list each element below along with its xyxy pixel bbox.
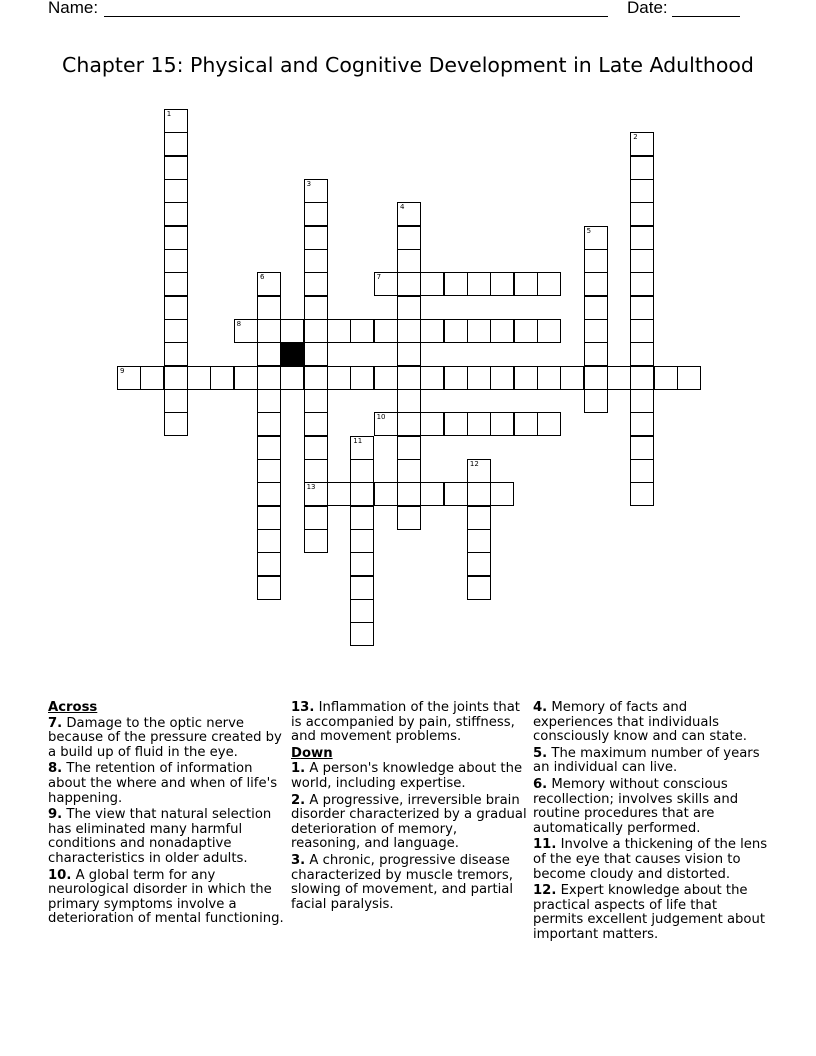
grid-cell[interactable] <box>584 389 608 413</box>
grid-cell[interactable] <box>304 482 328 506</box>
grid-cell[interactable] <box>490 482 514 506</box>
grid-cell[interactable] <box>350 459 374 483</box>
grid-cell[interactable] <box>584 296 608 320</box>
grid-cell[interactable] <box>584 226 608 250</box>
grid-cell[interactable] <box>490 412 514 436</box>
grid-cell[interactable] <box>304 202 328 226</box>
grid-cell[interactable] <box>677 366 701 390</box>
grid-cell[interactable] <box>467 552 491 576</box>
grid-cell[interactable] <box>304 342 328 366</box>
grid-cell[interactable] <box>537 366 561 390</box>
grid-cell[interactable] <box>560 366 584 390</box>
clue-number: 12 <box>469 459 479 468</box>
grid-cell[interactable] <box>350 599 374 623</box>
grid-cell[interactable] <box>514 412 538 436</box>
grid-cell[interactable] <box>164 389 188 413</box>
grid-cell[interactable] <box>234 366 258 390</box>
grid-cell[interactable] <box>630 272 654 296</box>
grid-cell[interactable] <box>304 366 328 390</box>
grid-cell[interactable] <box>350 506 374 530</box>
grid-cell[interactable] <box>374 366 398 390</box>
grid-cell[interactable] <box>490 272 514 296</box>
grid-cell[interactable] <box>257 552 281 576</box>
grid-cell[interactable] <box>537 272 561 296</box>
grid-cell[interactable] <box>304 179 328 203</box>
grid-cell[interactable] <box>630 482 654 506</box>
grid-cell[interactable] <box>630 156 654 180</box>
clue-number: 10 <box>376 413 386 422</box>
grid-cell[interactable] <box>350 482 374 506</box>
grid-cell[interactable] <box>350 576 374 600</box>
grid-cell[interactable] <box>420 366 444 390</box>
grid-cell[interactable] <box>467 272 491 296</box>
grid-cell[interactable] <box>164 319 188 343</box>
grid-cell[interactable] <box>304 436 328 460</box>
grid-cell[interactable] <box>490 319 514 343</box>
grid-cell[interactable] <box>257 576 281 600</box>
grid-cell[interactable] <box>164 132 188 156</box>
grid-cell[interactable] <box>630 249 654 273</box>
grid-cell[interactable] <box>257 412 281 436</box>
grid-cell[interactable] <box>164 272 188 296</box>
clue-number: 11 <box>353 436 363 445</box>
grid-cell[interactable] <box>374 272 398 296</box>
clue-number: 4 <box>400 203 405 212</box>
clue-number: 3 <box>306 180 312 188</box>
grid-cell[interactable] <box>397 436 421 460</box>
grid-cell[interactable] <box>397 412 421 436</box>
grid-cell[interactable] <box>467 576 491 600</box>
grid-cell[interactable] <box>397 366 421 390</box>
clue-number: 1 <box>166 110 172 118</box>
grid-cell[interactable] <box>257 366 281 390</box>
clue-down-1: 1. A person's knowledge about the world, including expertise. <box>291 761 523 791</box>
grid-cell[interactable] <box>350 436 374 460</box>
clue-down-11: 11. Involve a thickening of the lens of the eye that causes vision to become cloudy and distorted. <box>533 837 768 882</box>
grid-cell[interactable] <box>397 226 421 250</box>
grid-cell[interactable] <box>420 412 444 436</box>
grid-cell[interactable] <box>350 552 374 576</box>
grid-cell[interactable] <box>584 366 608 390</box>
grid-cell[interactable] <box>350 366 374 390</box>
grid-cell[interactable] <box>257 272 281 296</box>
clue-number: 6 <box>260 273 265 282</box>
grid-cell[interactable] <box>304 226 328 250</box>
grid-cell[interactable] <box>467 412 491 436</box>
grid-cell[interactable] <box>584 342 608 366</box>
grid-cell[interactable] <box>304 412 328 436</box>
grid-cell[interactable] <box>630 202 654 226</box>
grid-cell[interactable] <box>630 132 654 156</box>
grid-cell[interactable] <box>467 319 491 343</box>
grid-cell[interactable] <box>304 249 328 273</box>
grid-cell[interactable] <box>164 366 188 390</box>
grid-cell[interactable] <box>117 366 141 390</box>
grid-cell[interactable] <box>257 436 281 460</box>
grid-cell[interactable] <box>467 366 491 390</box>
grid-cell[interactable] <box>397 296 421 320</box>
grid-cell[interactable] <box>444 272 468 296</box>
grid-cell[interactable] <box>444 412 468 436</box>
grid-cell[interactable] <box>374 482 398 506</box>
grid-cell[interactable] <box>467 459 491 483</box>
clue-across-8: 8. The retention of information about the where and when of life's happening. <box>48 761 278 806</box>
grid-cell[interactable] <box>164 249 188 273</box>
grid-cell[interactable] <box>304 529 328 553</box>
grid-cell[interactable] <box>257 459 281 483</box>
grid-cell[interactable] <box>280 366 304 390</box>
grid-cell[interactable] <box>397 319 421 343</box>
grid-cell[interactable] <box>630 226 654 250</box>
grid-cell[interactable] <box>350 529 374 553</box>
clue-number: 7 <box>376 273 382 282</box>
grid-cell[interactable] <box>630 436 654 460</box>
clues-column-3 <box>533 701 769 945</box>
grid-cell[interactable] <box>654 366 678 390</box>
grid-cell[interactable] <box>584 319 608 343</box>
grid-cell[interactable] <box>397 342 421 366</box>
grid-cell[interactable] <box>187 366 211 390</box>
grid-cell[interactable] <box>164 156 188 180</box>
grid-cell[interactable] <box>304 296 328 320</box>
grid-cell[interactable] <box>374 412 398 436</box>
grid-cell[interactable] <box>397 249 421 273</box>
clue-across-9: 9. The view that natural selection has eliminated many harmful conditions and nonadaptive characteristics in older adults. <box>48 807 272 866</box>
grid-cell[interactable] <box>537 319 561 343</box>
grid-cell[interactable] <box>420 319 444 343</box>
grid-cell[interactable] <box>444 366 468 390</box>
grid-cell[interactable] <box>304 459 328 483</box>
grid-cell[interactable] <box>397 202 421 226</box>
grid-cell[interactable] <box>164 342 188 366</box>
grid-cell[interactable] <box>257 482 281 506</box>
clue-number: 8 <box>236 320 242 328</box>
grid-cell[interactable] <box>164 226 188 250</box>
grid-cell[interactable] <box>164 296 188 320</box>
grid-cell[interactable] <box>257 296 281 320</box>
grid-cell[interactable] <box>234 319 258 343</box>
clue-across-13: 13. Inflammation of the joints that is accompanied by pain, stiffness, and movement problems. <box>291 700 520 745</box>
grid-cell[interactable] <box>467 529 491 553</box>
grid-cell[interactable] <box>630 412 654 436</box>
grid-cell[interactable] <box>420 272 444 296</box>
grid-cell[interactable] <box>630 459 654 483</box>
clue-down-12: 12. Expert knowledge about the practical aspects of life that permits excellent judgement about important matters. <box>533 883 766 942</box>
grid-cell[interactable] <box>630 319 654 343</box>
clues-column-1 <box>48 701 284 929</box>
grid-cell[interactable] <box>397 482 421 506</box>
clue-down-5: 5. The maximum number of years an individual can live. <box>533 745 760 776</box>
grid-cell[interactable] <box>607 366 631 390</box>
date-label: Date: <box>627 0 668 17</box>
grid-cell[interactable] <box>444 319 468 343</box>
clue-down-4: 4. Memory of facts and experiences that individuals consciously know and can state. <box>533 700 747 745</box>
clue-number: 5 <box>586 226 592 235</box>
clue-across-7: 7. Damage to the optic nerve because of the pressure created by a build up of fluid in the eye. <box>48 715 282 760</box>
grid-cell[interactable] <box>397 389 421 413</box>
black-cell <box>280 342 304 366</box>
clue-number: 13 <box>306 483 316 492</box>
grid-cell[interactable] <box>397 459 421 483</box>
clue-down-2: 2. A progressive, irreversible brain disorder characterized by a gradual deterioration of memory, reasoning, and language. <box>291 792 527 852</box>
clue-down-6: 6. Memory without conscious recollection; involves skills and routine procedures that are automatically performed. <box>533 776 739 836</box>
grid-cell[interactable] <box>164 179 188 203</box>
grid-cell[interactable] <box>304 506 328 530</box>
name-label: Name: <box>48 0 99 17</box>
grid-cell[interactable] <box>490 366 514 390</box>
grid-cell[interactable] <box>537 412 561 436</box>
across-heading: Across <box>48 700 98 715</box>
grid-cell[interactable] <box>420 482 444 506</box>
grid-cell[interactable] <box>327 319 351 343</box>
grid-cell[interactable] <box>350 622 374 646</box>
clue-across-10: 10. A global term for any neurological disorder in which the primary symptoms involve a deterioration of mental functioning. <box>48 867 284 927</box>
grid-cell[interactable] <box>257 529 281 553</box>
grid-cell[interactable] <box>327 366 351 390</box>
grid-cell[interactable] <box>257 342 281 366</box>
grid-cell[interactable] <box>397 272 421 296</box>
grid-cell[interactable] <box>514 319 538 343</box>
grid-cell[interactable] <box>257 506 281 530</box>
clue-down-3: 3. A chronic, progressive disease characterized by muscle tremors, slowing of movement, and partial facial paralysis. <box>291 852 514 912</box>
grid-cell[interactable] <box>304 272 328 296</box>
grid-cell[interactable] <box>140 366 164 390</box>
grid-cell[interactable] <box>164 412 188 436</box>
grid-cell[interactable] <box>350 319 374 343</box>
grid-cell[interactable] <box>514 272 538 296</box>
grid-cell[interactable] <box>630 342 654 366</box>
grid-cell[interactable] <box>164 202 188 226</box>
grid-cell[interactable] <box>630 389 654 413</box>
grid-cell[interactable] <box>210 366 234 390</box>
page-title: Chapter 15: Physical and Cognitive Development in Late Adulthood <box>62 53 754 77</box>
grid-cell[interactable] <box>630 366 654 390</box>
clue-number: 9 <box>120 366 125 375</box>
clue-number: 2 <box>633 133 638 142</box>
grid-cell[interactable] <box>257 319 281 343</box>
grid-cell[interactable] <box>467 482 491 506</box>
grid-cell[interactable] <box>397 506 421 530</box>
grid-cell[interactable] <box>164 109 188 133</box>
grid-cell[interactable] <box>304 389 328 413</box>
grid-cell[interactable] <box>257 389 281 413</box>
grid-cell[interactable] <box>280 319 304 343</box>
down-heading: Down <box>291 745 333 761</box>
grid-cell[interactable] <box>444 482 468 506</box>
grid-cell[interactable] <box>630 296 654 320</box>
grid-cell[interactable] <box>514 366 538 390</box>
grid-cell[interactable] <box>584 272 608 296</box>
clues-column-2 <box>291 701 527 914</box>
grid-cell[interactable] <box>630 179 654 203</box>
grid-cell[interactable] <box>327 482 351 506</box>
grid-cell[interactable] <box>584 249 608 273</box>
grid-cell[interactable] <box>374 319 398 343</box>
grid-cell[interactable] <box>467 506 491 530</box>
grid-cell[interactable] <box>304 319 328 343</box>
